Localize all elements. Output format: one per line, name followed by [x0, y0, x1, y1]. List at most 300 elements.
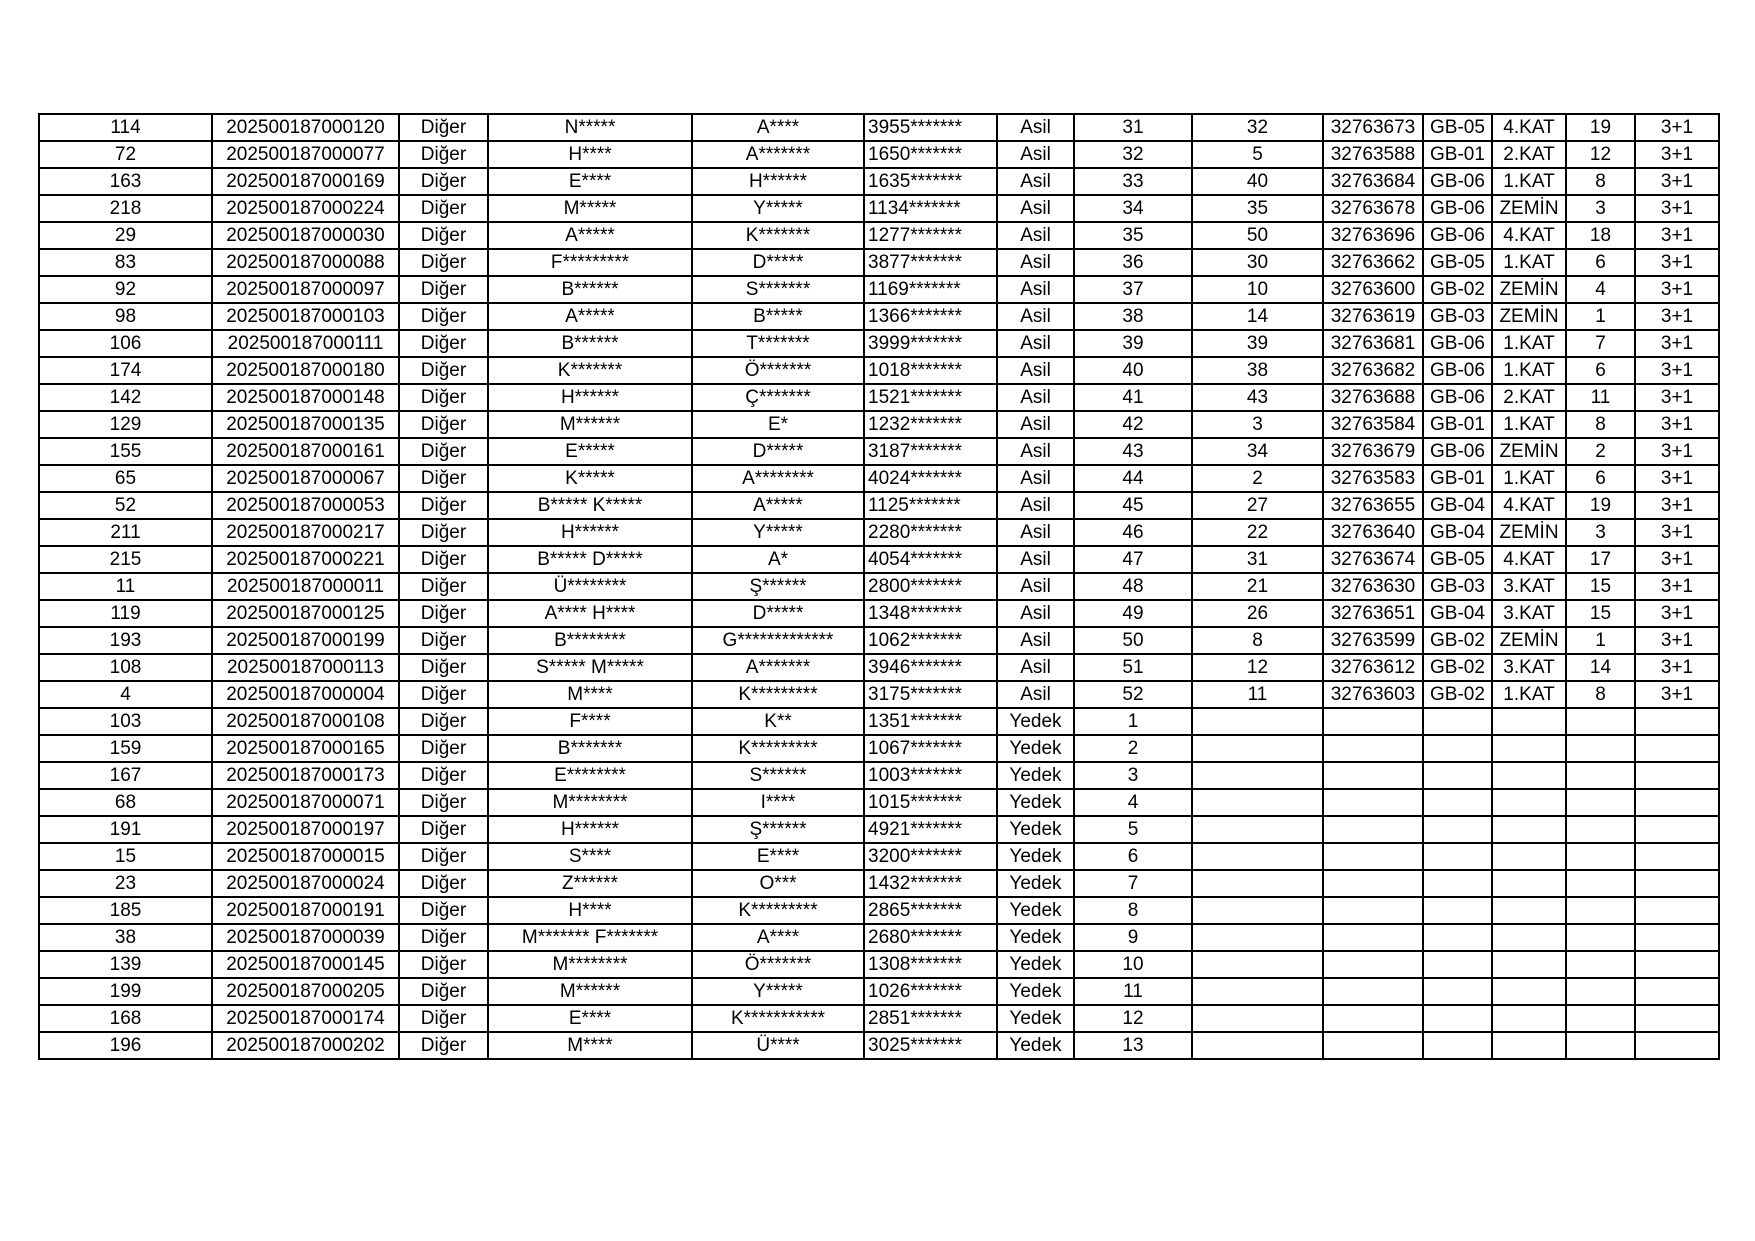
category-cell: Diğer: [399, 114, 488, 141]
last-name-cell: E*: [692, 411, 864, 438]
block-cell: GB-06: [1423, 168, 1492, 195]
last-name-cell: K***********: [692, 1005, 864, 1032]
first-name-cell: Z******: [488, 870, 692, 897]
room-type-cell: [1635, 762, 1719, 789]
status-cell: Yedek: [997, 762, 1074, 789]
application-number-cell: 202500187000224: [212, 195, 399, 222]
status-cell: Yedek: [997, 816, 1074, 843]
status-cell: Asil: [997, 681, 1074, 708]
door-number-cell: 1: [1566, 303, 1635, 330]
first-name-cell: A**** H****: [488, 600, 692, 627]
status-cell: Asil: [997, 546, 1074, 573]
first-name-cell: M****: [488, 1032, 692, 1059]
order-cell: 5: [1074, 816, 1192, 843]
table-row: [39, 870, 1719, 897]
first-name-cell: A*****: [488, 303, 692, 330]
floor-cell: [1492, 1032, 1566, 1059]
order-cell: 9: [1074, 924, 1192, 951]
id-number-cell: 1308*******: [864, 951, 997, 978]
lot-number-cell: 8: [1192, 627, 1323, 654]
order-cell: 38: [1074, 303, 1192, 330]
door-number-cell: 11: [1566, 384, 1635, 411]
row-number-cell: 65: [39, 465, 212, 492]
room-type-cell: [1635, 816, 1719, 843]
door-number-cell: [1566, 897, 1635, 924]
unit-id-cell: [1323, 870, 1423, 897]
category-cell: Diğer: [399, 681, 488, 708]
row-number-cell: 72: [39, 141, 212, 168]
id-number-cell: 1521*******: [864, 384, 997, 411]
first-name-cell: E*****: [488, 438, 692, 465]
application-number-cell: 202500187000039: [212, 924, 399, 951]
id-number-cell: 4921*******: [864, 816, 997, 843]
unit-id-cell: 32763583: [1323, 465, 1423, 492]
unit-id-cell: [1323, 816, 1423, 843]
category-cell: Diğer: [399, 384, 488, 411]
category-cell: Diğer: [399, 276, 488, 303]
order-cell: 48: [1074, 573, 1192, 600]
unit-id-cell: [1323, 708, 1423, 735]
row-number-cell: 29: [39, 222, 212, 249]
lot-number-cell: [1192, 1032, 1323, 1059]
last-name-cell: A****: [692, 924, 864, 951]
floor-cell: 4.KAT: [1492, 492, 1566, 519]
row-number-cell: 114: [39, 114, 212, 141]
order-cell: 36: [1074, 249, 1192, 276]
last-name-cell: A****: [692, 114, 864, 141]
row-number-cell: 98: [39, 303, 212, 330]
application-number-cell: 202500187000173: [212, 762, 399, 789]
table-row: [39, 303, 1719, 330]
first-name-cell: N*****: [488, 114, 692, 141]
order-cell: 8: [1074, 897, 1192, 924]
status-cell: Asil: [997, 627, 1074, 654]
application-number-cell: 202500187000011: [212, 573, 399, 600]
door-number-cell: 8: [1566, 411, 1635, 438]
unit-id-cell: [1323, 978, 1423, 1005]
order-cell: 46: [1074, 519, 1192, 546]
table-row: [39, 384, 1719, 411]
last-name-cell: G*************: [692, 627, 864, 654]
status-cell: Yedek: [997, 897, 1074, 924]
category-cell: Diğer: [399, 222, 488, 249]
row-number-cell: 215: [39, 546, 212, 573]
floor-cell: 2.KAT: [1492, 384, 1566, 411]
status-cell: Yedek: [997, 708, 1074, 735]
row-number-cell: 52: [39, 492, 212, 519]
table-row: [39, 762, 1719, 789]
order-cell: 52: [1074, 681, 1192, 708]
id-number-cell: 3200*******: [864, 843, 997, 870]
lot-number-cell: 14: [1192, 303, 1323, 330]
category-cell: Diğer: [399, 654, 488, 681]
unit-id-cell: [1323, 789, 1423, 816]
application-number-cell: 202500187000180: [212, 357, 399, 384]
category-cell: Diğer: [399, 600, 488, 627]
room-type-cell: [1635, 1005, 1719, 1032]
status-cell: Yedek: [997, 1032, 1074, 1059]
table-row: [39, 654, 1719, 681]
floor-cell: [1492, 708, 1566, 735]
first-name-cell: B*******: [488, 735, 692, 762]
unit-id-cell: 32763651: [1323, 600, 1423, 627]
id-number-cell: 1348*******: [864, 600, 997, 627]
floor-cell: [1492, 1005, 1566, 1032]
block-cell: [1423, 1005, 1492, 1032]
row-number-cell: 4: [39, 681, 212, 708]
room-type-cell: 3+1: [1635, 546, 1719, 573]
unit-id-cell: 32763684: [1323, 168, 1423, 195]
row-number-cell: 139: [39, 951, 212, 978]
last-name-cell: T*******: [692, 330, 864, 357]
room-type-cell: 3+1: [1635, 492, 1719, 519]
room-type-cell: 3+1: [1635, 465, 1719, 492]
lot-number-cell: [1192, 1005, 1323, 1032]
block-cell: GB-06: [1423, 384, 1492, 411]
row-number-cell: 106: [39, 330, 212, 357]
last-name-cell: A*****: [692, 492, 864, 519]
category-cell: Diğer: [399, 627, 488, 654]
table-row: [39, 789, 1719, 816]
category-cell: Diğer: [399, 870, 488, 897]
table-row: [39, 141, 1719, 168]
order-cell: 3: [1074, 762, 1192, 789]
table-row: [39, 114, 1719, 141]
door-number-cell: 15: [1566, 600, 1635, 627]
category-cell: Diğer: [399, 708, 488, 735]
block-cell: GB-02: [1423, 681, 1492, 708]
unit-id-cell: [1323, 1032, 1423, 1059]
lot-number-cell: 43: [1192, 384, 1323, 411]
unit-id-cell: 32763603: [1323, 681, 1423, 708]
row-number-cell: 218: [39, 195, 212, 222]
application-number-cell: 202500187000071: [212, 789, 399, 816]
unit-id-cell: 32763674: [1323, 546, 1423, 573]
first-name-cell: M******* F*******: [488, 924, 692, 951]
unit-id-cell: 32763630: [1323, 573, 1423, 600]
block-cell: GB-04: [1423, 600, 1492, 627]
application-number-cell: 202500187000103: [212, 303, 399, 330]
door-number-cell: [1566, 924, 1635, 951]
row-number-cell: 23: [39, 870, 212, 897]
door-number-cell: [1566, 1032, 1635, 1059]
last-name-cell: Y*****: [692, 978, 864, 1005]
application-number-cell: 202500187000053: [212, 492, 399, 519]
room-type-cell: 3+1: [1635, 303, 1719, 330]
first-name-cell: M******: [488, 978, 692, 1005]
room-type-cell: 3+1: [1635, 384, 1719, 411]
block-cell: GB-02: [1423, 627, 1492, 654]
lot-number-cell: 31: [1192, 546, 1323, 573]
first-name-cell: B******: [488, 276, 692, 303]
last-name-cell: K*********: [692, 681, 864, 708]
room-type-cell: 3+1: [1635, 222, 1719, 249]
table-row: [39, 735, 1719, 762]
application-number-cell: 202500187000108: [212, 708, 399, 735]
row-number-cell: 167: [39, 762, 212, 789]
status-cell: Asil: [997, 276, 1074, 303]
lot-number-cell: 50: [1192, 222, 1323, 249]
door-number-cell: 7: [1566, 330, 1635, 357]
floor-cell: 1.KAT: [1492, 357, 1566, 384]
table-row: [39, 951, 1719, 978]
table-row: [39, 330, 1719, 357]
floor-cell: 1.KAT: [1492, 249, 1566, 276]
application-number-cell: 202500187000111: [212, 330, 399, 357]
order-cell: 1: [1074, 708, 1192, 735]
room-type-cell: 3+1: [1635, 276, 1719, 303]
block-cell: [1423, 843, 1492, 870]
table-row: [39, 519, 1719, 546]
application-number-cell: 202500187000145: [212, 951, 399, 978]
id-number-cell: 1635*******: [864, 168, 997, 195]
id-number-cell: 1277*******: [864, 222, 997, 249]
id-number-cell: 3999*******: [864, 330, 997, 357]
first-name-cell: H****: [488, 897, 692, 924]
last-name-cell: D*****: [692, 249, 864, 276]
floor-cell: [1492, 843, 1566, 870]
door-number-cell: 14: [1566, 654, 1635, 681]
unit-id-cell: [1323, 951, 1423, 978]
category-cell: Diğer: [399, 195, 488, 222]
status-cell: Yedek: [997, 978, 1074, 1005]
order-cell: 49: [1074, 600, 1192, 627]
application-number-cell: 202500187000088: [212, 249, 399, 276]
last-name-cell: A*: [692, 546, 864, 573]
block-cell: [1423, 1032, 1492, 1059]
id-number-cell: 1432*******: [864, 870, 997, 897]
floor-cell: [1492, 816, 1566, 843]
table-row: [39, 195, 1719, 222]
door-number-cell: 8: [1566, 681, 1635, 708]
category-cell: Diğer: [399, 978, 488, 1005]
unit-id-cell: 32763584: [1323, 411, 1423, 438]
block-cell: [1423, 870, 1492, 897]
block-cell: [1423, 735, 1492, 762]
table-row: [39, 411, 1719, 438]
category-cell: Diğer: [399, 897, 488, 924]
category-cell: Diğer: [399, 1032, 488, 1059]
door-number-cell: [1566, 816, 1635, 843]
room-type-cell: 3+1: [1635, 627, 1719, 654]
block-cell: GB-01: [1423, 465, 1492, 492]
block-cell: [1423, 924, 1492, 951]
status-cell: Asil: [997, 357, 1074, 384]
category-cell: Diğer: [399, 465, 488, 492]
application-number-cell: 202500187000202: [212, 1032, 399, 1059]
row-number-cell: 11: [39, 573, 212, 600]
room-type-cell: [1635, 708, 1719, 735]
id-number-cell: 1026*******: [864, 978, 997, 1005]
lot-number-cell: [1192, 870, 1323, 897]
category-cell: Diğer: [399, 411, 488, 438]
application-number-cell: 202500187000015: [212, 843, 399, 870]
row-number-cell: 185: [39, 897, 212, 924]
status-cell: Asil: [997, 519, 1074, 546]
category-cell: Diğer: [399, 573, 488, 600]
table-row: [39, 222, 1719, 249]
floor-cell: ZEMİN: [1492, 519, 1566, 546]
category-cell: Diğer: [399, 816, 488, 843]
door-number-cell: 2: [1566, 438, 1635, 465]
row-number-cell: 163: [39, 168, 212, 195]
door-number-cell: [1566, 870, 1635, 897]
order-cell: 2: [1074, 735, 1192, 762]
block-cell: GB-05: [1423, 114, 1492, 141]
first-name-cell: K*******: [488, 357, 692, 384]
unit-id-cell: 32763599: [1323, 627, 1423, 654]
door-number-cell: [1566, 735, 1635, 762]
last-name-cell: Ç*******: [692, 384, 864, 411]
lot-number-cell: [1192, 789, 1323, 816]
room-type-cell: [1635, 924, 1719, 951]
room-type-cell: [1635, 951, 1719, 978]
table-row: [39, 1005, 1719, 1032]
floor-cell: [1492, 789, 1566, 816]
application-number-cell: 202500187000217: [212, 519, 399, 546]
id-number-cell: 1067*******: [864, 735, 997, 762]
lot-number-cell: [1192, 762, 1323, 789]
block-cell: GB-02: [1423, 276, 1492, 303]
first-name-cell: F*********: [488, 249, 692, 276]
block-cell: GB-01: [1423, 141, 1492, 168]
room-type-cell: 3+1: [1635, 357, 1719, 384]
floor-cell: 4.KAT: [1492, 546, 1566, 573]
last-name-cell: S*******: [692, 276, 864, 303]
unit-id-cell: 32763640: [1323, 519, 1423, 546]
application-number-cell: 202500187000148: [212, 384, 399, 411]
first-name-cell: B******: [488, 330, 692, 357]
floor-cell: 3.KAT: [1492, 654, 1566, 681]
lot-number-cell: [1192, 951, 1323, 978]
application-number-cell: 202500187000113: [212, 654, 399, 681]
status-cell: Asil: [997, 384, 1074, 411]
lot-number-cell: 26: [1192, 600, 1323, 627]
order-cell: 11: [1074, 978, 1192, 1005]
block-cell: GB-02: [1423, 654, 1492, 681]
room-type-cell: 3+1: [1635, 114, 1719, 141]
application-number-cell: 202500187000191: [212, 897, 399, 924]
status-cell: Asil: [997, 195, 1074, 222]
block-cell: GB-06: [1423, 330, 1492, 357]
room-type-cell: [1635, 789, 1719, 816]
room-type-cell: 3+1: [1635, 195, 1719, 222]
block-cell: GB-05: [1423, 249, 1492, 276]
unit-id-cell: [1323, 897, 1423, 924]
row-number-cell: 211: [39, 519, 212, 546]
floor-cell: ZEMİN: [1492, 276, 1566, 303]
status-cell: Asil: [997, 438, 1074, 465]
category-cell: Diğer: [399, 168, 488, 195]
floor-cell: 2.KAT: [1492, 141, 1566, 168]
application-number-cell: 202500187000174: [212, 1005, 399, 1032]
table-row: [39, 924, 1719, 951]
order-cell: 51: [1074, 654, 1192, 681]
unit-id-cell: [1323, 843, 1423, 870]
door-number-cell: [1566, 843, 1635, 870]
lot-number-cell: [1192, 924, 1323, 951]
order-cell: 40: [1074, 357, 1192, 384]
block-cell: GB-06: [1423, 222, 1492, 249]
category-cell: Diğer: [399, 924, 488, 951]
category-cell: Diğer: [399, 789, 488, 816]
first-name-cell: H****: [488, 141, 692, 168]
category-cell: Diğer: [399, 951, 488, 978]
last-name-cell: K*********: [692, 897, 864, 924]
unit-id-cell: [1323, 762, 1423, 789]
floor-cell: 1.KAT: [1492, 168, 1566, 195]
table-row: [39, 816, 1719, 843]
row-number-cell: 92: [39, 276, 212, 303]
order-cell: 37: [1074, 276, 1192, 303]
lot-number-cell: 38: [1192, 357, 1323, 384]
id-number-cell: 1125*******: [864, 492, 997, 519]
room-type-cell: 3+1: [1635, 519, 1719, 546]
status-cell: Asil: [997, 330, 1074, 357]
row-number-cell: 199: [39, 978, 212, 1005]
room-type-cell: 3+1: [1635, 249, 1719, 276]
door-number-cell: 19: [1566, 114, 1635, 141]
id-number-cell: 1134*******: [864, 195, 997, 222]
first-name-cell: B********: [488, 627, 692, 654]
id-number-cell: 2680*******: [864, 924, 997, 951]
row-number-cell: 191: [39, 816, 212, 843]
lot-number-cell: [1192, 978, 1323, 1005]
unit-id-cell: 32763612: [1323, 654, 1423, 681]
room-type-cell: [1635, 897, 1719, 924]
last-name-cell: A*******: [692, 141, 864, 168]
id-number-cell: 1018*******: [864, 357, 997, 384]
status-cell: Yedek: [997, 924, 1074, 951]
status-cell: Asil: [997, 141, 1074, 168]
category-cell: Diğer: [399, 762, 488, 789]
id-number-cell: 2851*******: [864, 1005, 997, 1032]
application-number-cell: 202500187000030: [212, 222, 399, 249]
row-number-cell: 155: [39, 438, 212, 465]
door-number-cell: 3: [1566, 519, 1635, 546]
row-number-cell: 38: [39, 924, 212, 951]
category-cell: Diğer: [399, 519, 488, 546]
room-type-cell: 3+1: [1635, 654, 1719, 681]
lot-number-cell: 39: [1192, 330, 1323, 357]
last-name-cell: Ü****: [692, 1032, 864, 1059]
floor-cell: [1492, 870, 1566, 897]
id-number-cell: 1015*******: [864, 789, 997, 816]
application-number-cell: 202500187000004: [212, 681, 399, 708]
first-name-cell: A*****: [488, 222, 692, 249]
id-number-cell: 3025*******: [864, 1032, 997, 1059]
block-cell: [1423, 762, 1492, 789]
last-name-cell: Ö*******: [692, 951, 864, 978]
first-name-cell: M****: [488, 681, 692, 708]
id-number-cell: 1351*******: [864, 708, 997, 735]
order-cell: 6: [1074, 843, 1192, 870]
table-body: [39, 114, 1719, 1059]
block-cell: [1423, 789, 1492, 816]
first-name-cell: Ü********: [488, 573, 692, 600]
last-name-cell: Ş******: [692, 573, 864, 600]
order-cell: 39: [1074, 330, 1192, 357]
id-number-cell: 1003*******: [864, 762, 997, 789]
door-number-cell: 4: [1566, 276, 1635, 303]
id-number-cell: 3946*******: [864, 654, 997, 681]
row-number-cell: 108: [39, 654, 212, 681]
status-cell: Asil: [997, 600, 1074, 627]
first-name-cell: M*****: [488, 195, 692, 222]
id-number-cell: 2800*******: [864, 573, 997, 600]
lot-number-cell: 3: [1192, 411, 1323, 438]
room-type-cell: [1635, 843, 1719, 870]
